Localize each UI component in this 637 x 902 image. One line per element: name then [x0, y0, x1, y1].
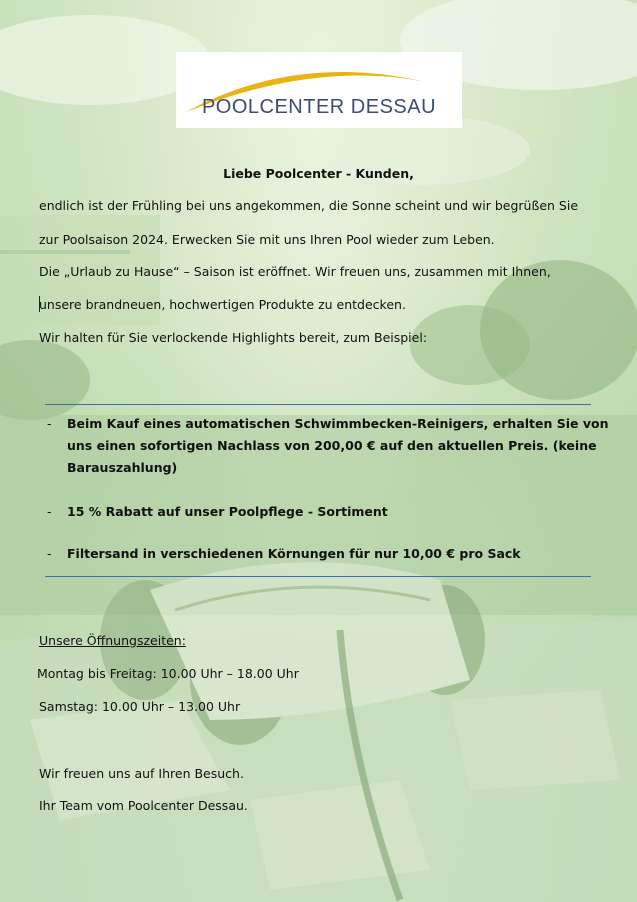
highlight-item: [67, 543, 521, 565]
intro-line: Wir halten für Sie verlockende Highlights bereit, zum Beispiel:: [39, 330, 428, 345]
hours-line: Montag bis Freitag: 10.00 Uhr – 18.00 Uhr: [37, 666, 299, 681]
highlight-line: Filtersand in verschiedenen Körnungen für nur 10,00 € pro Sack: [67, 546, 521, 561]
intro-line: unsere brandneuen, hochwertigen Produkte zu entdecken.: [39, 297, 406, 312]
hours-heading: Unsere Öffnungszeiten:: [39, 633, 186, 648]
highlight-line: 15 % Rabatt auf unser Poolpflege - Sortiment: [67, 504, 388, 519]
company-logo: [176, 52, 462, 128]
hours-line: Samstag: 10.00 Uhr – 13.00 Uhr: [39, 699, 241, 714]
highlight-line: Beim Kauf eines automatischen Schwimmbecken-Reinigers, erhalten Sie von: [67, 416, 609, 431]
highlight-line: Barauszahlung): [67, 460, 178, 475]
closing-line: Wir freuen uns auf Ihren Besuch.: [39, 766, 244, 781]
intro-line: endlich ist der Frühling bei uns angekommen, die Sonne scheint und wir begrüßen Sie: [39, 198, 579, 213]
section-rule-bottom: [45, 576, 591, 577]
logo-company-name: POOLCENTER DESSAU: [201, 96, 437, 118]
greeting: Liebe Poolcenter - Kunden,: [223, 166, 414, 181]
intro-line: Die „Urlaub zu Hause“ – Saison ist eröffnet. Wir freuen uns, zusammen mit Ihnen,: [39, 264, 551, 279]
highlight-line: uns einen sofortigen Nachlass von 200,00 € auf den aktuellen Preis. (keine: [67, 438, 597, 453]
closing-line: Ihr Team vom Poolcenter Dessau.: [39, 798, 248, 813]
bullet-marker: -: [47, 546, 52, 561]
highlight-item: [67, 501, 388, 523]
section-rule-top: [45, 404, 591, 405]
intro-line: zur Poolsaison 2024. Erwecken Sie mit uns Ihren Pool wieder zum Leben.: [39, 232, 495, 247]
bullet-marker: -: [47, 416, 52, 431]
highlight-item: [67, 413, 609, 479]
bullet-marker: -: [47, 504, 52, 519]
